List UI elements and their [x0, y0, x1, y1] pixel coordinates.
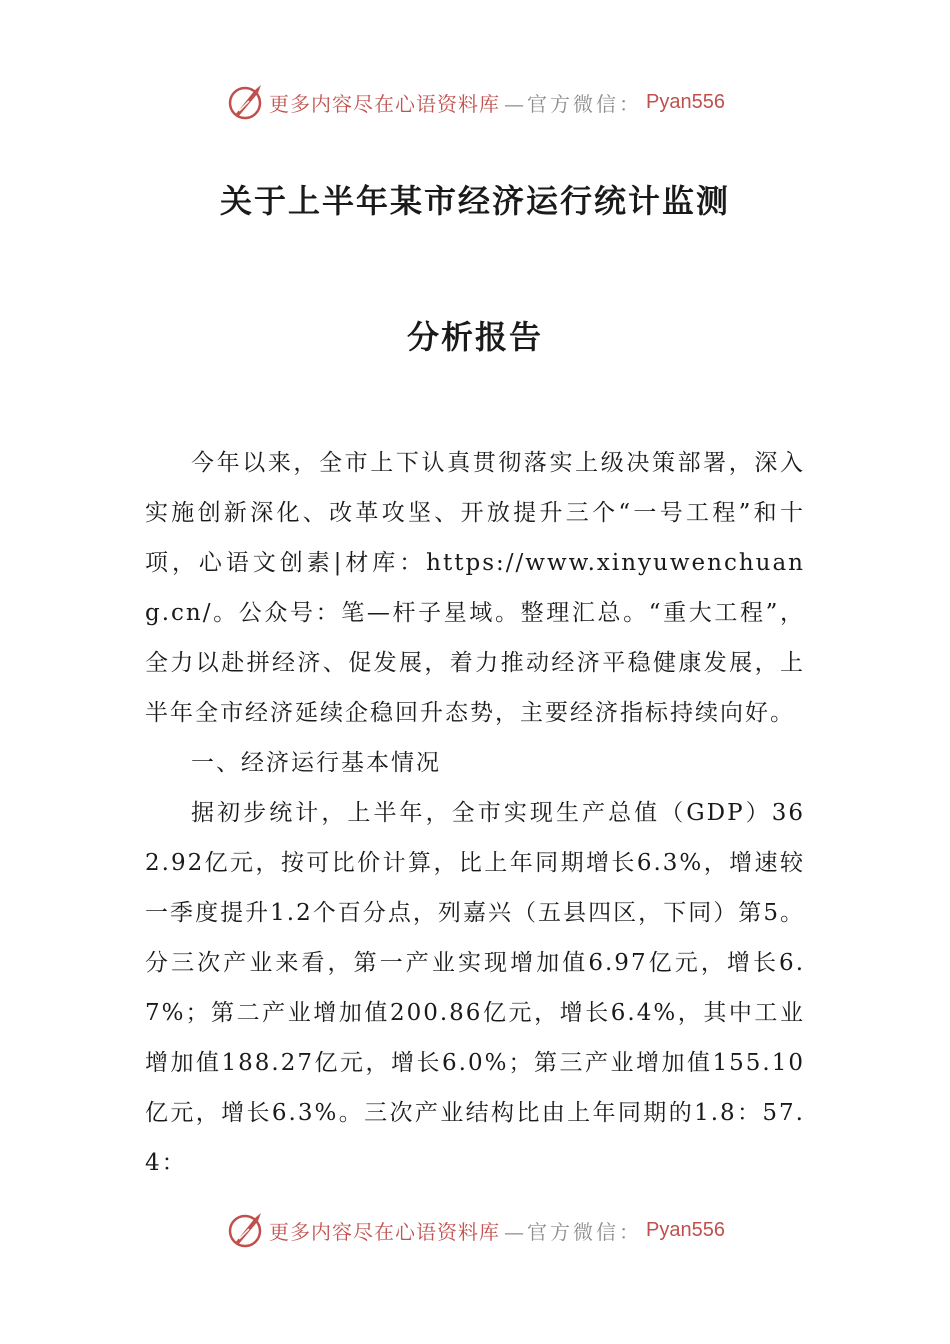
banner-wechat-id: Pyan556 — [646, 90, 725, 113]
banner-site-text: 更多内容尽在心语资料库 — [269, 91, 501, 116]
section-heading: 一、经济运行基本情况 — [191, 750, 441, 776]
quill-pen-logo-icon — [225, 1210, 265, 1250]
intro-paragraph: 今年以来，全市上下认真贯彻落实上级决策部署，深入实施创新深化、改革攻坚、开放提升三个“一号工程”和十项，心语文创素|材库：https://www.xinyuwenchuang.cn/。公众号：笔—杆子星域。整理汇总。“重大工程”，全力以赴拼经济、促发展，着力推动经济平稳健康发展，上半年全市经济延续企稳回升态势，主要经济指标持续向好。 — [145, 450, 805, 726]
banner-site-text: 更多内容尽在心语资料库 — [269, 1219, 501, 1244]
header-banner — [0, 80, 950, 124]
banner-wechat-label: —官方微信： — [504, 91, 643, 116]
banner-wechat-id: Pyan556 — [646, 1218, 725, 1241]
document-body — [145, 438, 805, 1188]
footer-banner — [0, 1208, 950, 1252]
document-title-line-2: 分析报告 — [406, 318, 543, 356]
quill-pen-logo-icon — [225, 82, 265, 122]
gdp-paragraph: 据初步统计，上半年，全市实现生产总值（GDP）362.92亿元，按可比价计算，比上年同期增长6.3%，增速较一季度提升1.2个百分点，列嘉兴（五县四区，下同）第5。分三次产业来看，第一产业实现增加值6.97亿元，增长6.7%；第二产业增加值200.86亿元，增长6.4%，其中工业增加值188.27亿元，增长6.0%；第三产业增加值155.10亿元，增长6.3%。三次产业结构比由上年同期的1.8：57.4： — [145, 800, 805, 1176]
banner-wechat-label: —官方微信： — [504, 1219, 643, 1244]
document-title-line-1: 关于上半年某市经济运行统计监测 — [219, 182, 730, 220]
